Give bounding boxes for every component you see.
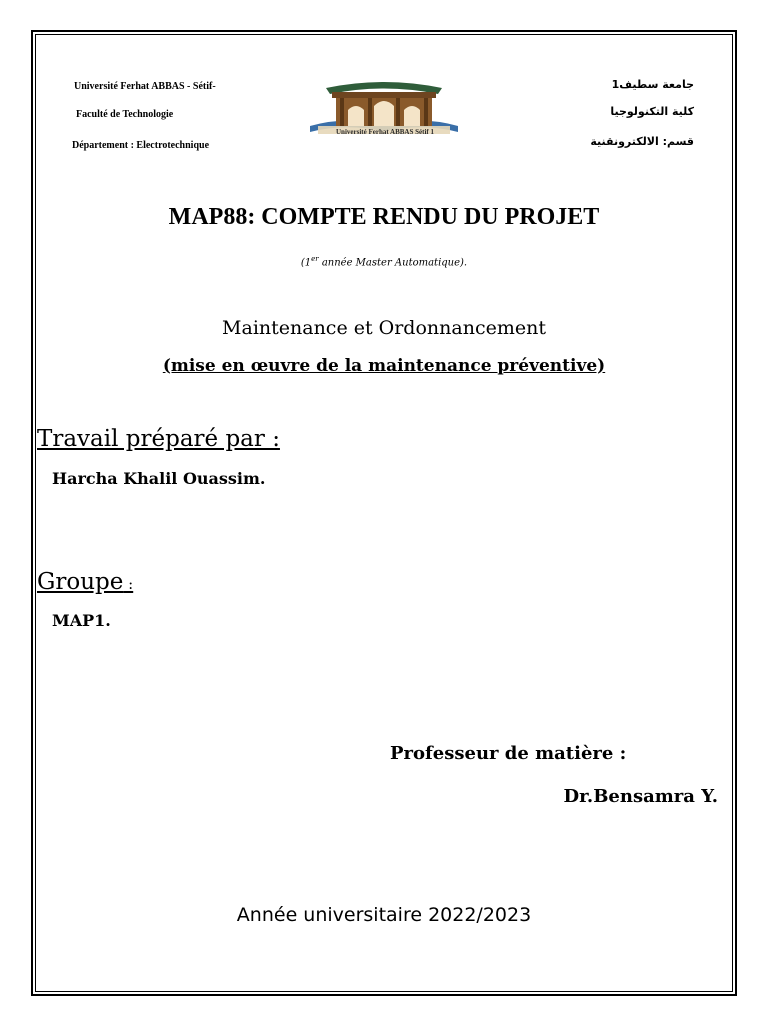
- page-border-inner: [35, 34, 733, 992]
- academic-year: Année universitaire 2022/2023: [236, 904, 532, 926]
- faculty-name-ar: كلية التكنولوجيا: [610, 105, 694, 118]
- department-name-ar: قسم: الالكترونقنية: [590, 135, 694, 148]
- project-topic-subtitle: (mise en œuvre de la maintenance préventive): [162, 356, 606, 376]
- document-title: MAP88: COMPTE RENDU DU PROJET: [168, 204, 600, 230]
- professor-label: Professeur de matière :: [390, 743, 627, 764]
- department-name-fr: Département : Electrotechnique: [72, 140, 210, 151]
- author-name: Harcha Khalil Ouassim.: [52, 469, 266, 488]
- faculty-name-fr: Faculté de Technologie: [76, 109, 174, 120]
- university-name-fr: Université Ferhat ABBAS - Sétif-: [74, 81, 216, 92]
- prepared-by-heading: Travail préparé par :: [37, 426, 280, 452]
- project-topic: Maintenance et Ordonnancement: [222, 317, 546, 339]
- logo-caption: Université Ferhat ABBAS Sétif 1: [336, 128, 434, 136]
- group-heading: Groupe :: [37, 569, 134, 595]
- group-value: MAP1.: [52, 611, 111, 630]
- professor-name: Dr.Bensamra Y.: [563, 786, 718, 807]
- university-name-ar: جامعة سطيف1: [611, 78, 694, 91]
- program-subtitle: (1er année Master Automatique).: [300, 255, 468, 269]
